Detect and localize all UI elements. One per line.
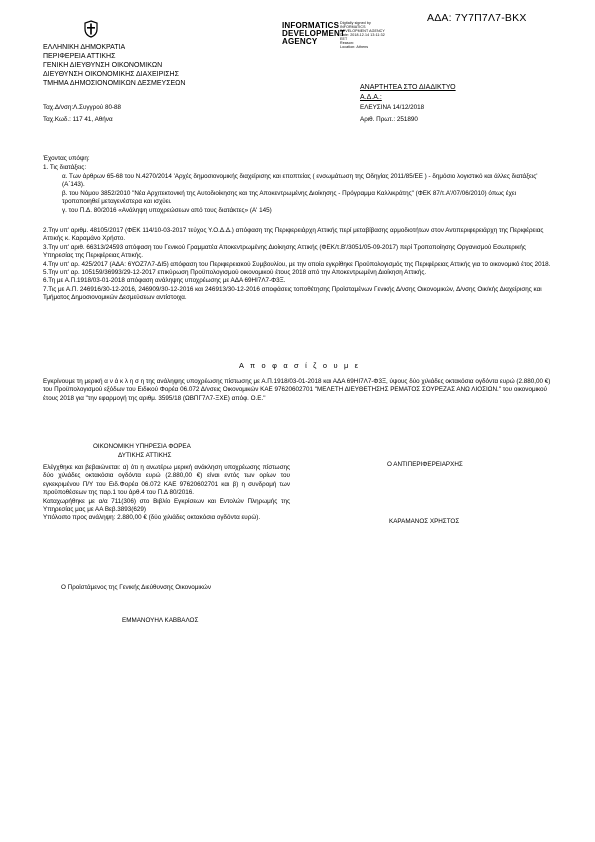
header-line: ΓΕΝΙΚΗ ΔΙΕΥΘΥΝΣΗ ΟΙΚΟΝΟΜΙΚΩΝ — [43, 62, 163, 69]
logo-word: AGENCY — [282, 36, 318, 46]
approve-text: Εγκρίνουμε τη μερική α ν ά κ λ η σ η της ανάληψης υποχρέωσης πίστωσης με Α.Π.1918/03-01-2018 και ΑΔΑ 69ΗΙ7Λ7-Φ3Ξ, ύψους δύο χιλιάδες οκτακόσια ογδόντα ευρώ (2.880,00 €) του Προϋπολογισμού εξόδων του Ειδικού Φορέα 06.072 Δ/νσεις Οικονομικών ΚΑΕ 97620602701 "ΜΕΛΕΤΗ ΔΙΕΥΘΕΤΗΣΗΣ ΡΕΜΑΤΟΣ ΣΟΥΡΕΖΑΣ ΑΝΩ ΛΙΟΣΙΩΝ." του οικονομικού έτους 2018 για "την εφαρμογή της αριθμ. 3595/18 (ΩΒΠΓ7Λ7-ΞΧΕ) απόφ. Ο.Ε." — [43, 378, 551, 402]
protocol-number: Αριθ. Πρωτ.: 251890 — [360, 116, 418, 123]
item-1: 1. Τις διατάξεις: — [43, 164, 87, 171]
document-date: ΕΛΕΥΣΙΝΑ 14/12/2018 — [360, 104, 425, 111]
address-line-1: Ταχ.Δ/νση:Λ.Συγγρού 80-88 — [43, 104, 122, 111]
service-entry-text: Καταχωρήθηκε με α/α 711(306) στο Βιβλίο Εγκρίσεων και Εντολών Πληρωμής της Υπηρεσίας μας με ΑΑ Βεβ.3893(629) — [43, 497, 290, 514]
items-list — [43, 227, 554, 303]
signature-line: DEVELOPMENT AGENCY — [340, 29, 385, 33]
considering-label: Έχοντας υπόψη: — [43, 155, 90, 162]
list-item: 4.Την υπ' αρ. 425/2017 (ΑΔΑ: 6ΥΟΖ7Λ7-ΔΙ5) απόφαση του Περιφερειακού Συμβουλίου, με την οποία εγκρίθηκε Προϋπολογισμός της Περιφέρειας Αττικής για το οικονομικό έτος 2018. — [43, 260, 551, 268]
signatory-name: ΚΑΡΑΜΑΝΟΣ ΧΡΗΣΤΟΣ — [389, 518, 460, 525]
digital-signature-block — [340, 21, 385, 49]
ada-top: ΑΔΑ: 7Υ7Π7Λ7-ΒΚΧ — [427, 12, 527, 24]
sub-item: α. Των άρθρων 65-68 του Ν.4270/2014 'Αρχές δημοσιονομικής διαχείρισης και εποπτείας ( ενσωμάτωση της Οδηγίας 2011/85/ΕΕ ) - δημόσιο λογιστικό και άλλες διατάξεις' (Α΄143). — [62, 173, 538, 189]
signature-line: Location: Athens — [340, 45, 369, 49]
service-title-2: ΔΥΤΙΚΗΣ ΑΤΤΙΚΗΣ — [118, 452, 172, 459]
logo-word: DEVELOPMENT — [282, 28, 346, 38]
signature-line: EET — [340, 37, 348, 41]
service-check-text: Ελέγχθηκε και βεβαιώνεται: α) ότι η ανωτέρω μερική ανάκληση υποχρέωσης πίστωσης δύο χιλιάδες οκτακόσια ογδόντα ευρώ (2.880,00 €) είναι εντός των ορίων του εγκεκριμένου Π/Υ του Ειδ.Φορέα 06.072 ΚΑΕ 97620602701 και β) η συνδρομή των προϋποθέσεων της παρ.1 του άρθ.4 του Π.Δ 80/2016. — [43, 464, 290, 497]
anartitea-label: ΑΝΑΡΤΗΤΕΑ ΣΤΟ ΔΙΑΔΙΚΤΥΟ — [360, 84, 456, 91]
head-title: Ο Προϊστάμενος της Γενικής Διεύθυνσης Οικονομικών — [61, 584, 211, 591]
signatory-title: Ο ΑΝΤΙΠΕΡΙΦΕΡΕΙΑΡΧΗΣ — [387, 461, 463, 468]
approve-paragraph — [43, 378, 554, 403]
coat-of-arms-icon — [83, 20, 99, 38]
header-line: ΤΜΗΜΑ ΔΗΜΟΣΙΟΝΟΜΙΚΩΝ ΔΕΣΜΕΥΣΕΩΝ — [43, 80, 186, 87]
list-item: 6.Τη με Α.Π.1918/03-01-2018 απόφαση ανάληψης υποχρέωσης με ΑΔΑ 69ΗΙ7Λ7-Φ3Ξ. — [43, 277, 286, 285]
informatics-logo — [282, 22, 345, 45]
head-name: ΕΜΜΑΝΟΥΗΛ ΚΑΒΒΑΛΟΣ — [122, 617, 199, 624]
signature-line: Reason: — [340, 41, 355, 45]
header-line: ΕΛΛΗΝΙΚΗ ΔΗΜΟΚΡΑΤΙΑ — [43, 44, 126, 51]
sub-item: γ. του Π.Δ. 80/2016 «Ανάληψη υποχρεώσεων από τους διατάκτες» (Α' 145) — [62, 206, 272, 214]
decide-heading: Α π ο φ α σ ί ζ ο υ μ ε — [239, 361, 361, 370]
logo-word: INFORMATICS — [282, 21, 340, 30]
service-title-1: ΟΙΚΟΝΟΜΙΚΗ ΥΠΗΡΕΣΙΑ ΦΟΡΕΑ — [93, 443, 191, 450]
ada-label: Α.Δ.Α.: — [360, 94, 382, 101]
service-balance-text: Υπόλοιπο προς ανάληψη: 2.880,00 € (δύο χιλιάδες οκτακόσια ογδόντα ευρώ). — [43, 514, 261, 522]
sub-item: β. του Νόμου 3852/2010 "Νέα Αρχιτεκτονική της Αυτοδιοίκησης και της Αποκεντρωμένης Διοίκησης - Πρόγραμμα Καλλικράτης" (ΦΕΚ 87/τ.Α'/07/06/2010) όπως έχει τροποποιηθεί μεταγενέστερα και ισχύει. — [62, 189, 517, 206]
header-line: ΠΕΡΙΦΕΡΕΙΑ ΑΤΤΙΚΗΣ — [43, 53, 116, 60]
address-line-2: Ταχ.Κωδ.: 117 41, Αθήνα — [43, 116, 113, 123]
service-paragraphs — [43, 464, 290, 523]
list-item: 2.Την υπ' αριθμ. 48105/2017 (ΦΕΚ 114/10-03-2017 τεύχος Υ.Ο.Δ.Δ.) απόφαση της Περιφερειάρχη Αττικής περί μεταβίβασης αρμοδιοτήτων στον Αντιπεριφερειάρχη της Περιφέρειας Αττικής κ. Καραμάνο Χρήστο. — [43, 227, 544, 243]
header-line: ΔΙΕΥΘΥΝΣΗ ΟΙΚΟΝΟΜΙΚΗΣ ΔΙΑΧΕΙΡΙΣΗΣ — [43, 71, 179, 78]
header-left — [43, 43, 185, 88]
signature-line: Digitally signed by — [340, 21, 371, 25]
list-item: 7.Τις με Α.Π. 246916/30-12-2016, 246909/30-12-2016 και 246913/30-12-2016 αποφάσεις τοποθέτησης Προϊσταμένων Γενικής Δ/νσης Οικονομικών, Δ/νσης Οικ/κής Διαχείρισης και Τμήματος Δημοσιονομικών Δεσμεύσεων αντίστοιχα. — [43, 285, 542, 302]
signature-line: Date: 2018.12.14 13:11:32 — [340, 33, 385, 37]
list-item: 5.Την υπ' αρ. 105159/36993/29-12-2017 επικύρωση Προϋπολογισμού οικονομικού έτους 2018 από την Αποκεντρωμένη Διοίκηση Αττικής. — [43, 269, 427, 277]
list-item: 3.Την υπ' αριθ. 66313/24593 απόφαση του Γενικού Γραμματέα Αποκεντρωμένης Διοίκησης Αττικής (ΦΕΚ/τ.Β'/3051/05-09-2017) περί Τροποποίησης Οργανισμού Εσωτερικής Υπηρεσίας της Περιφέρειας Αττικής. — [43, 243, 526, 260]
signature-line: INFORMATICS — [340, 25, 366, 29]
item-1-subs — [62, 173, 554, 215]
